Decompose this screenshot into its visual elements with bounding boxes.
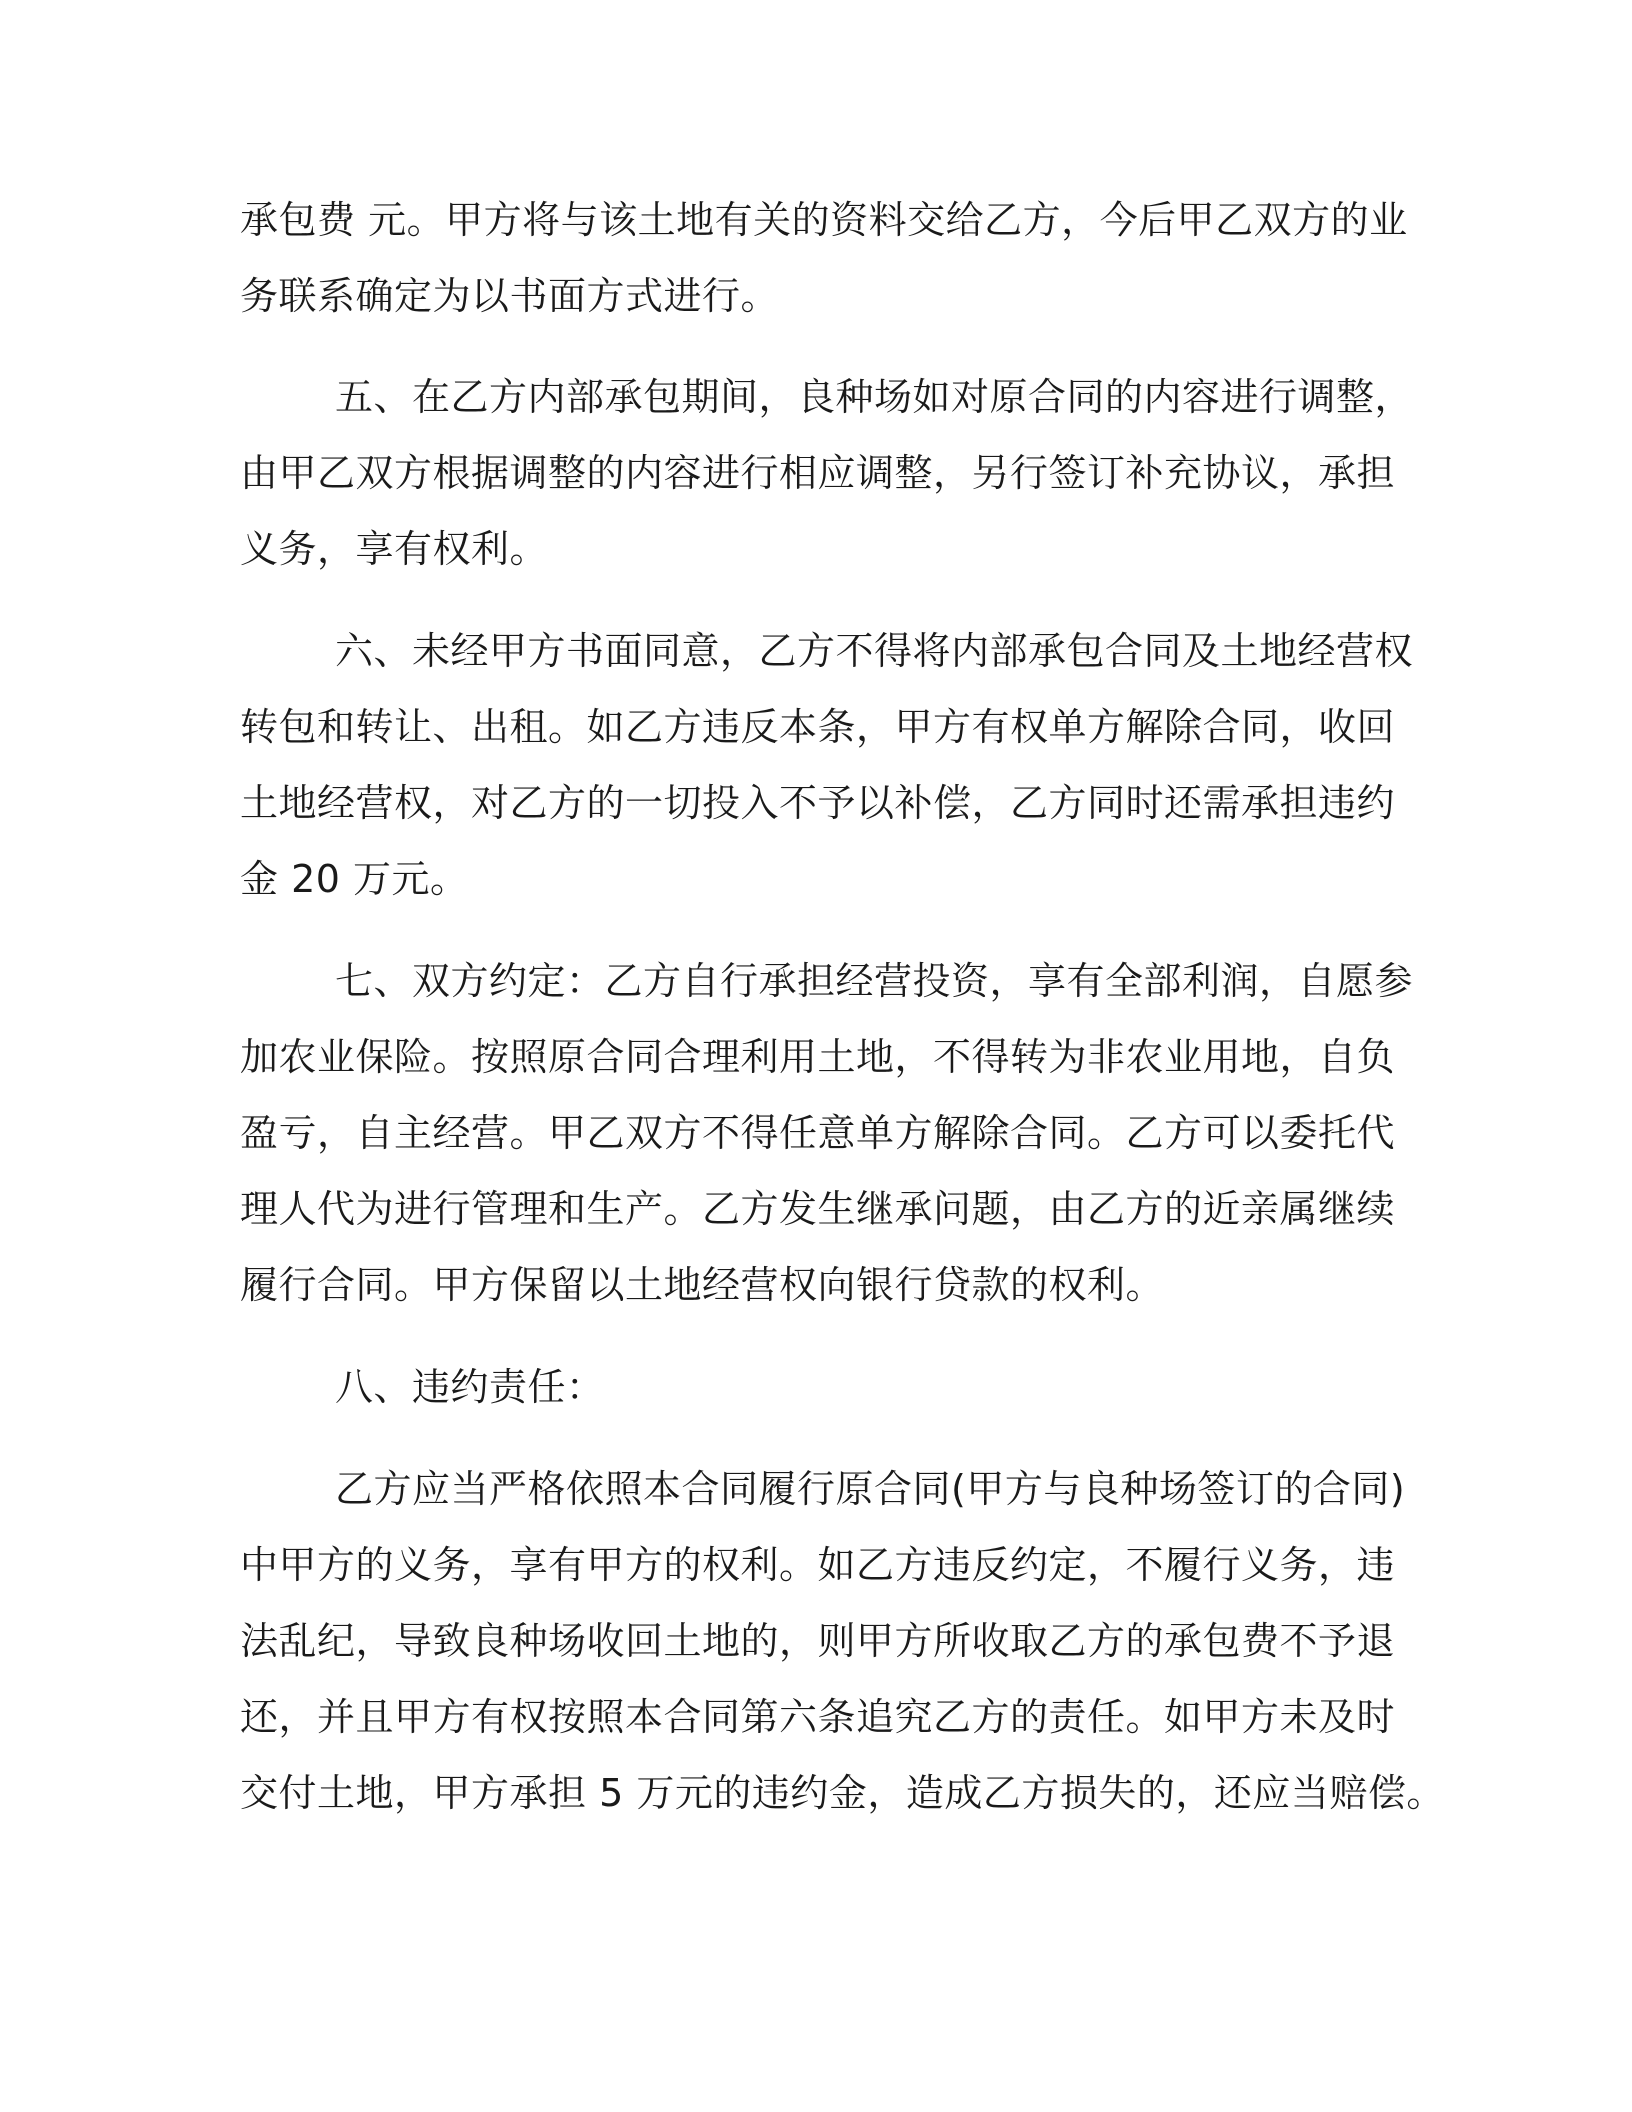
clause-8-body-line-2: 中甲方的义务，享有甲方的权利。如乙方违反约定，不履行义务，违 [240,1543,1396,1587]
clause-7-line-2: 加农业保险。按照原合同合理利用土地，不得转为非农业用地，自负 [240,1035,1396,1079]
clause-6-line-2: 转包和转让、出租。如乙方违反本条，甲方有权单方解除合同，收回 [240,705,1396,749]
clause-5-line-3: 义务，享有权利。 [240,527,549,571]
clause-8-body-line-5: 交付土地，甲方承担 5 万元的违约金，造成乙方损失的，还应当赔偿。 [240,1771,1445,1815]
clause-6-line-1: 六、未经甲方书面同意，乙方不得将内部承包合同及土地经营权 [335,629,1414,673]
clause-7-line-5: 履行合同。甲方保留以土地经营权向银行贷款的权利。 [240,1263,1165,1307]
clause-5-line-1: 五、在乙方内部承包期间，良种场如对原合同的内容进行调整， [335,375,1414,419]
paragraph-4-line-2: 务联系确定为以书面方式进行。 [240,274,780,318]
clause-8-body-line-4: 还，并且甲方有权按照本合同第六条追究乙方的责任。如甲方未及时 [240,1695,1396,1739]
clause-7-line-1: 七、双方约定：乙方自行承担经营投资，享有全部利润，自愿参 [335,959,1414,1003]
clause-8-body-line-1: 乙方应当严格依照本合同履行原合同(甲方与良种场签订的合同) [335,1467,1406,1511]
clause-8-heading: 八、违约责任： [335,1365,605,1409]
clause-6-line-4: 金 20 万元。 [240,857,469,901]
clause-7-line-4: 理人代为进行管理和生产。乙方发生继承问题，由乙方的近亲属继续 [240,1187,1396,1231]
clause-5-line-2: 由甲乙双方根据调整的内容进行相应调整，另行签订补充协议，承担 [240,451,1396,495]
paragraph-4-line-1: 承包费 元。甲方将与该土地有关的资料交给乙方，今后甲乙双方的业 [240,198,1408,242]
clause-6-line-3: 土地经营权，对乙方的一切投入不予以补偿，乙方同时还需承担违约 [240,781,1396,825]
clause-7-line-3: 盈亏，自主经营。甲乙双方不得任意单方解除合同。乙方可以委托代 [240,1111,1396,1155]
clause-8-body-line-3: 法乱纪，导致良种场收回土地的，则甲方所收取乙方的承包费不予退 [240,1619,1396,1663]
